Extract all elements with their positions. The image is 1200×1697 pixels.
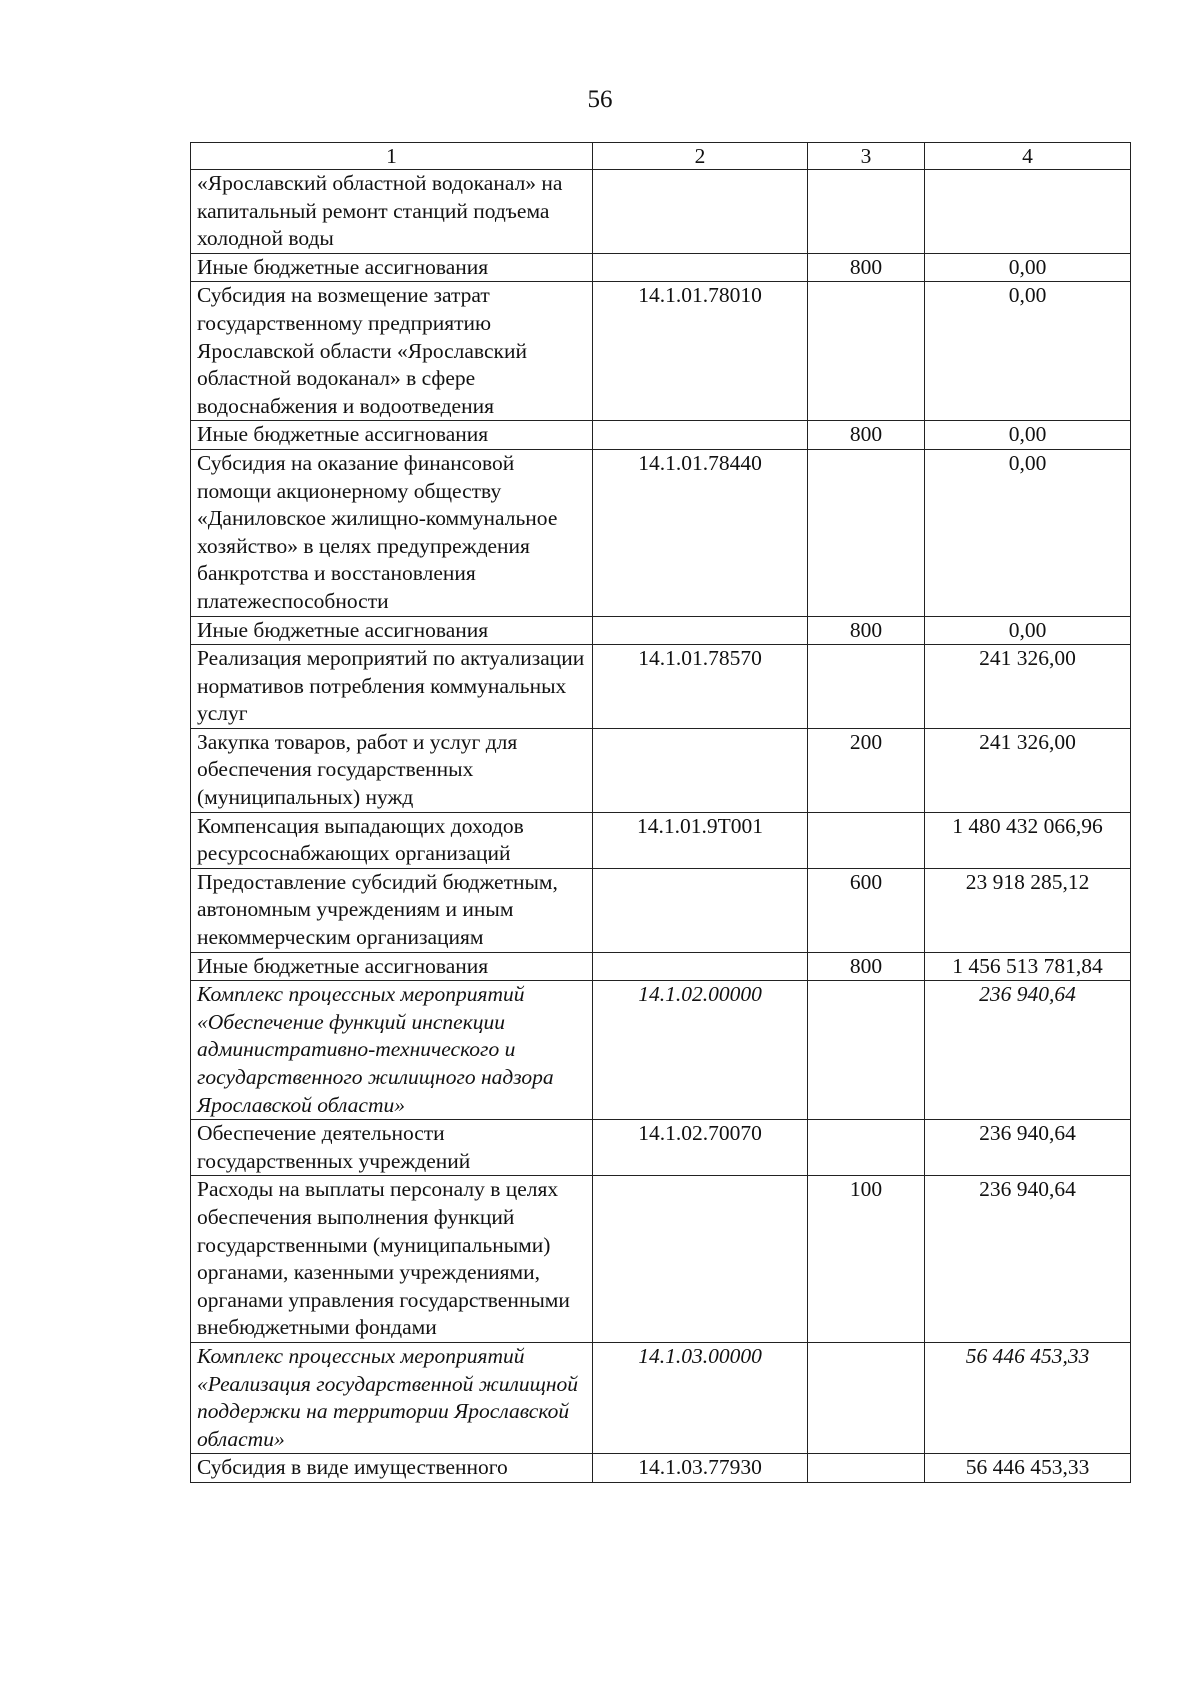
name-cell: Закупка товаров, работ и услуг для обеспечения государственных (муниципальных) нужд — [191, 728, 593, 812]
table-row — [191, 449, 1131, 616]
name-cell: Реализация мероприятий по актуализации нормативов потребления коммунальных услуг — [191, 645, 593, 729]
sum-cell: 1 480 432 066,96 — [925, 812, 1131, 868]
code-cell: 14.1.01.78440 — [593, 449, 808, 616]
name-cell: «Ярославский областной водоканал» на капитальный ремонт станций подъема холодной воды — [191, 170, 593, 254]
header-cell-2: 2 — [593, 143, 808, 170]
page-number: 56 — [587, 86, 613, 113]
kvr-cell — [808, 170, 925, 254]
kvr-cell — [808, 645, 925, 729]
kvr-cell — [808, 282, 925, 421]
kvr-cell — [808, 981, 925, 1120]
kvr-cell: 800 — [808, 421, 925, 450]
name-cell: Субсидия на оказание финансовой помощи акционерному обществу «Даниловское жилищно-коммунальное хозяйство» в целях предупреждения банкротства и восстановления платежеспособности — [191, 449, 593, 616]
name-cell: Компенсация выпадающих доходов ресурсоснабжающих организаций — [191, 812, 593, 868]
code-cell: 14.1.01.9Т001 — [593, 812, 808, 868]
sum-cell: 236 940,64 — [925, 1176, 1131, 1343]
name-cell: Иные бюджетные ассигнования — [191, 253, 593, 282]
kvr-cell — [808, 1454, 925, 1483]
header-cell-1: 1 — [191, 143, 593, 170]
name-cell: Комплекс процессных мероприятий «Обеспечение функций инспекции административно-технического и государственного жилищного надзора Ярославской области» — [191, 981, 593, 1120]
table-row — [191, 1454, 1131, 1483]
sum-cell: 236 940,64 — [925, 1120, 1131, 1176]
kvr-cell: 600 — [808, 868, 925, 952]
table-row — [191, 728, 1131, 812]
table-row — [191, 282, 1131, 421]
name-cell: Обеспечение деятельности государственных учреждений — [191, 1120, 593, 1176]
sum-cell: 0,00 — [925, 253, 1131, 282]
table-row — [191, 812, 1131, 868]
name-cell: Субсидия на возмещение затрат государственному предприятию Ярославской области «Ярославский областной водоканал» в сфере водоснабжения и водоотведения — [191, 282, 593, 421]
table-row — [191, 170, 1131, 254]
table-row — [191, 952, 1131, 981]
table-row — [191, 645, 1131, 729]
sum-cell: 236 940,64 — [925, 981, 1131, 1120]
table-row — [191, 421, 1131, 450]
name-cell: Расходы на выплаты персоналу в целях обеспечения выполнения функций государственными (муниципальными) органами, казенными учреждениями, органами управления государственными внебюджетными фондами — [191, 1176, 593, 1343]
code-cell: 14.1.03.00000 — [593, 1342, 808, 1453]
kvr-cell: 100 — [808, 1176, 925, 1343]
kvr-cell — [808, 449, 925, 616]
name-cell: Иные бюджетные ассигнования — [191, 952, 593, 981]
code-cell — [593, 728, 808, 812]
code-cell: 14.1.03.77930 — [593, 1454, 808, 1483]
kvr-cell: 800 — [808, 253, 925, 282]
sum-cell: 23 918 285,12 — [925, 868, 1131, 952]
table-row — [191, 1120, 1131, 1176]
sum-cell: 56 446 453,33 — [925, 1342, 1131, 1453]
budget-table — [190, 142, 1131, 1483]
code-cell — [593, 868, 808, 952]
code-cell: 14.1.01.78570 — [593, 645, 808, 729]
kvr-cell — [808, 1120, 925, 1176]
sum-cell: 56 446 453,33 — [925, 1454, 1131, 1483]
table-row — [191, 253, 1131, 282]
kvr-cell: 800 — [808, 616, 925, 645]
table-row — [191, 981, 1131, 1120]
header-cell-4: 4 — [925, 143, 1131, 170]
table-row — [191, 616, 1131, 645]
sum-cell: 1 456 513 781,84 — [925, 952, 1131, 981]
code-cell — [593, 1176, 808, 1343]
sum-cell: 0,00 — [925, 421, 1131, 450]
sum-cell: 241 326,00 — [925, 728, 1131, 812]
code-cell: 14.1.02.00000 — [593, 981, 808, 1120]
kvr-cell: 800 — [808, 952, 925, 981]
sum-cell: 241 326,00 — [925, 645, 1131, 729]
code-cell — [593, 952, 808, 981]
name-cell: Иные бюджетные ассигнования — [191, 421, 593, 450]
sum-cell: 0,00 — [925, 282, 1131, 421]
kvr-cell — [808, 1342, 925, 1453]
code-cell — [593, 253, 808, 282]
code-cell — [593, 616, 808, 645]
code-cell: 14.1.02.70070 — [593, 1120, 808, 1176]
code-cell — [593, 170, 808, 254]
name-cell: Иные бюджетные ассигнования — [191, 616, 593, 645]
sum-cell — [925, 170, 1131, 254]
sum-cell: 0,00 — [925, 616, 1131, 645]
table-row — [191, 868, 1131, 952]
kvr-cell: 200 — [808, 728, 925, 812]
name-cell: Предоставление субсидий бюджетным, автономным учреждениям и иным некоммерческим организациям — [191, 868, 593, 952]
sum-cell: 0,00 — [925, 449, 1131, 616]
header-cell-3: 3 — [808, 143, 925, 170]
table-row — [191, 1176, 1131, 1343]
name-cell: Комплекс процессных мероприятий «Реализация государственной жилищной поддержки на территории Ярославской области» — [191, 1342, 593, 1453]
table-header-row — [191, 143, 1131, 170]
kvr-cell — [808, 812, 925, 868]
code-cell: 14.1.01.78010 — [593, 282, 808, 421]
table-row — [191, 1342, 1131, 1453]
code-cell — [593, 421, 808, 450]
name-cell: Субсидия в виде имущественного — [191, 1454, 593, 1483]
